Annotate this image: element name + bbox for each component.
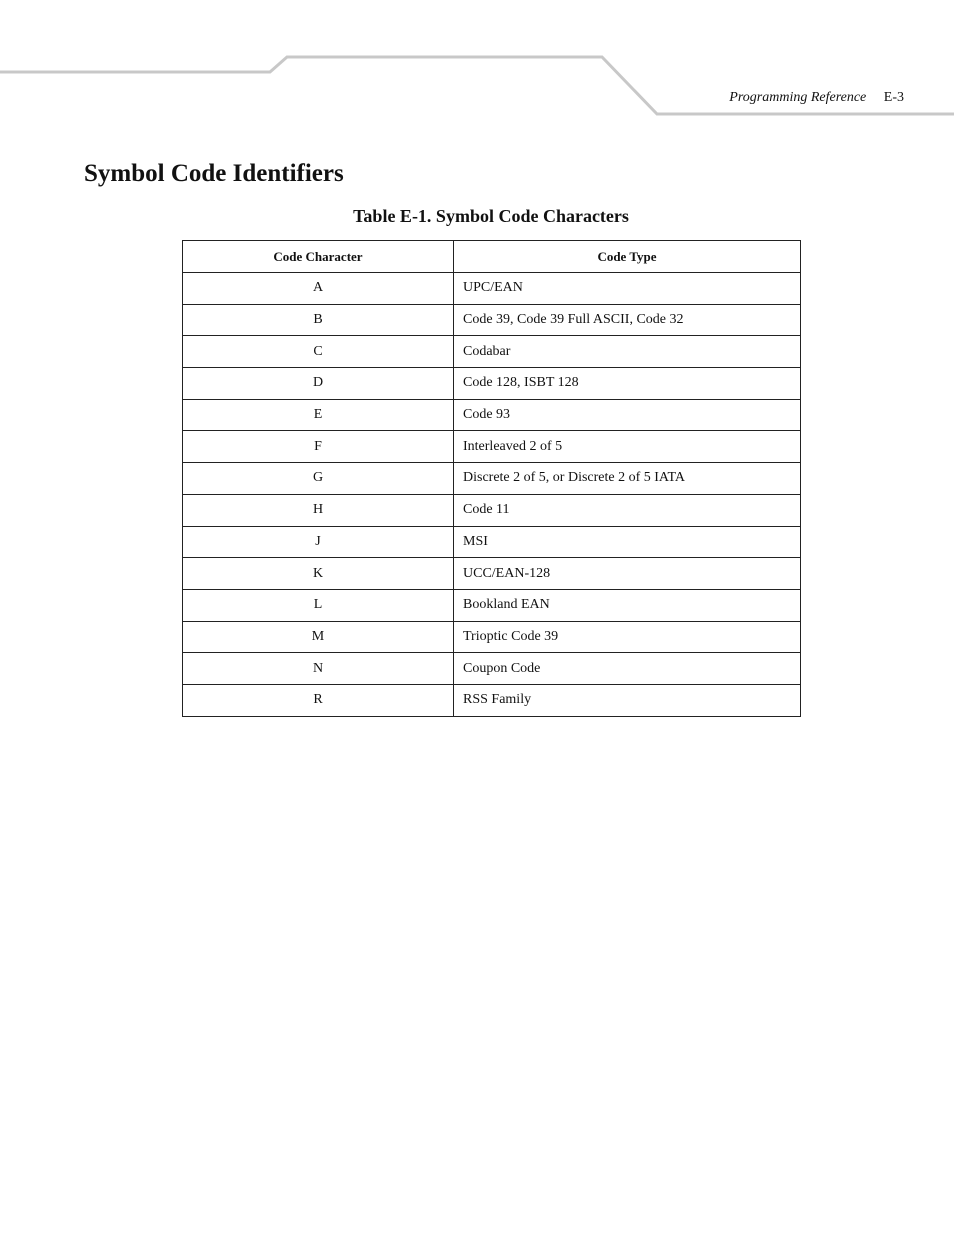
code-type-cell: Code 11: [454, 494, 801, 526]
table-row: [183, 621, 801, 653]
table-caption: Table E-1. Symbol Code Characters: [353, 206, 629, 226]
table-row: [183, 684, 801, 716]
code-type-cell: UPC/EAN: [454, 273, 801, 305]
table-row: [183, 431, 801, 463]
code-character-cell: E: [183, 399, 454, 431]
code-type-cell: Trioptic Code 39: [454, 621, 801, 653]
table-row: [183, 653, 801, 685]
table-row: [183, 336, 801, 368]
running-header: [729, 90, 904, 106]
code-character-cell: B: [183, 304, 454, 336]
header-code-character: Code Character: [183, 241, 454, 273]
table-row: [183, 399, 801, 431]
table-row: [183, 304, 801, 336]
code-character-cell: R: [183, 684, 454, 716]
code-character-cell: H: [183, 494, 454, 526]
code-type-cell: MSI: [454, 526, 801, 558]
section-title: Symbol Code Identifiers: [84, 160, 344, 187]
code-type-cell: Coupon Code: [454, 653, 801, 685]
code-type-cell: UCC/EAN-128: [454, 558, 801, 590]
page-number: E-3: [883, 90, 904, 105]
code-type-cell: Bookland EAN: [454, 589, 801, 621]
code-character-cell: D: [183, 368, 454, 400]
code-type-cell: Code 93: [454, 399, 801, 431]
header-tab-rule: [0, 0, 954, 130]
code-character-cell: F: [183, 431, 454, 463]
table-header-row: [183, 241, 801, 273]
table-row: [183, 526, 801, 558]
header-code-type: Code Type: [454, 241, 801, 273]
code-character-cell: L: [183, 589, 454, 621]
code-character-cell: J: [183, 526, 454, 558]
table-row: [183, 463, 801, 495]
code-character-cell: N: [183, 653, 454, 685]
code-type-cell: RSS Family: [454, 684, 801, 716]
code-type-cell: Code 39, Code 39 Full ASCII, Code 32: [454, 304, 801, 336]
code-type-cell: Interleaved 2 of 5: [454, 431, 801, 463]
code-character-cell: K: [183, 558, 454, 590]
table-row: [183, 368, 801, 400]
code-type-cell: Discrete 2 of 5, or Discrete 2 of 5 IATA: [454, 463, 801, 495]
table-row: [183, 558, 801, 590]
code-character-cell: M: [183, 621, 454, 653]
code-character-cell: G: [183, 463, 454, 495]
table-row: [183, 494, 801, 526]
symbol-code-table: [182, 240, 801, 717]
code-character-cell: A: [183, 273, 454, 305]
table-row: [183, 273, 801, 305]
code-type-cell: Codabar: [454, 336, 801, 368]
table-row: [183, 589, 801, 621]
code-type-cell: Code 128, ISBT 128: [454, 368, 801, 400]
code-character-cell: C: [183, 336, 454, 368]
running-header-title: Programming Reference: [729, 90, 867, 105]
